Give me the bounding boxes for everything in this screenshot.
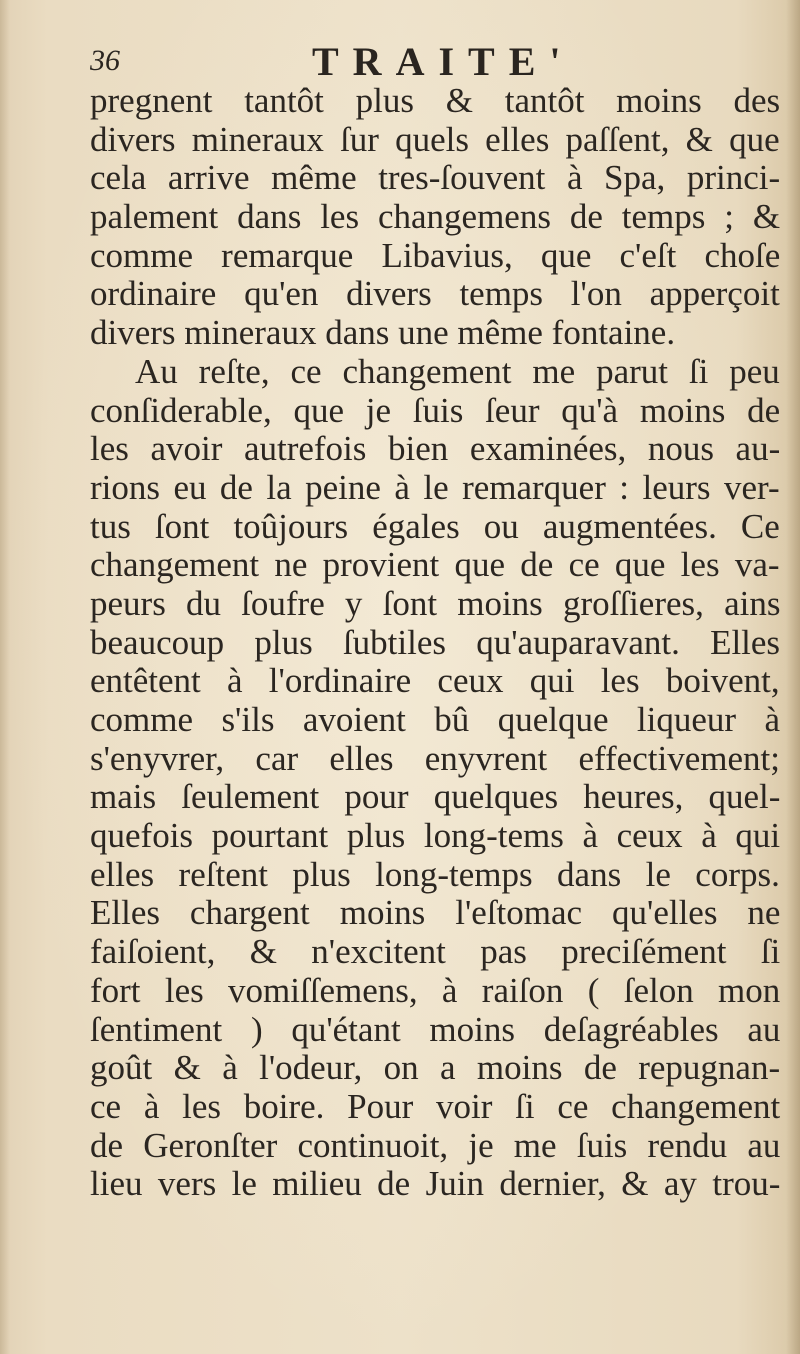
text-line: conſiderable, que je ſuis ſeur qu'à moins de	[90, 390, 781, 430]
text-line: changement ne provient que de ce que les va-	[90, 545, 780, 585]
text-line: pregnent tantôt plus & tantôt moins des	[90, 81, 781, 120]
text-line: goût & à l'odeur, on a moins de repugnan-	[90, 1048, 781, 1088]
text-line: Elles chargent moins l'eſtomac qu'elles ne	[90, 893, 781, 933]
text-line: lieu vers le milieu de Juin dernier, & ay trou-	[90, 1164, 781, 1204]
text-line: mais ſeulement pour quelques heures, quel-	[90, 777, 781, 817]
text-line: elles reſtent plus long-temps dans le corps.	[90, 854, 780, 894]
text-line: peurs du ſoufre y ſont moins groſſieres, ains	[90, 583, 781, 623]
text-line: ordinaire qu'en divers temps l'on apperçoit	[90, 274, 780, 314]
text-line: entêtent à l'ordinaire ceux qui les boivent,	[90, 661, 780, 701]
text-line: rions eu de la peine à le remarquer : leurs ver-	[90, 467, 780, 507]
page-left-edge-shadow	[0, 0, 10, 1354]
text-line: les avoir autrefois bien examinées, nous au-	[90, 429, 781, 469]
text-line: cela arrive même tres-ſouvent à Spa, princi-	[90, 158, 781, 198]
text-line: s'enyvrer, car elles enyvrent effectivement;	[90, 738, 780, 778]
text-line: divers mineraux ſur quels elles paſſent, & que	[90, 119, 780, 159]
text-line: faiſoient, & n'excitent pas preciſément ſi	[90, 932, 781, 972]
text-line: quefois pourtant plus long-tems à ceux à qui	[90, 816, 781, 856]
text-line: ſentiment ) qu'étant moins deſagréables au	[90, 1009, 781, 1049]
body-text	[90, 82, 790, 1204]
text-line: Au reſte, ce changement me parut ſi peu	[135, 351, 780, 391]
text-line: de Geronſter continuoit, je me ſuis rendu au	[90, 1125, 781, 1165]
text-line: beaucoup plus ſubtiles qu'auparavant. Elles	[90, 622, 781, 662]
text-line: fort les vomiſſemens, à raiſon ( ſelon mon	[90, 970, 781, 1010]
text-line: tus ſont toûjours égales ou augmentées. Ce	[90, 506, 780, 546]
text-line: palement dans les changemens de temps ; &	[90, 197, 781, 237]
text-line: divers mineraux dans une même fontaine.	[90, 313, 676, 353]
text-line: comme s'ils avoient bû quelque liqueur à	[90, 700, 781, 739]
page-number: 36	[90, 44, 120, 77]
text-line: ce à les boire. Pour voir ſi ce changement	[90, 1086, 781, 1126]
text-line: comme remarque Libavius, que c'eſt choſe	[90, 235, 781, 275]
running-title: TRAITE'	[312, 39, 575, 84]
